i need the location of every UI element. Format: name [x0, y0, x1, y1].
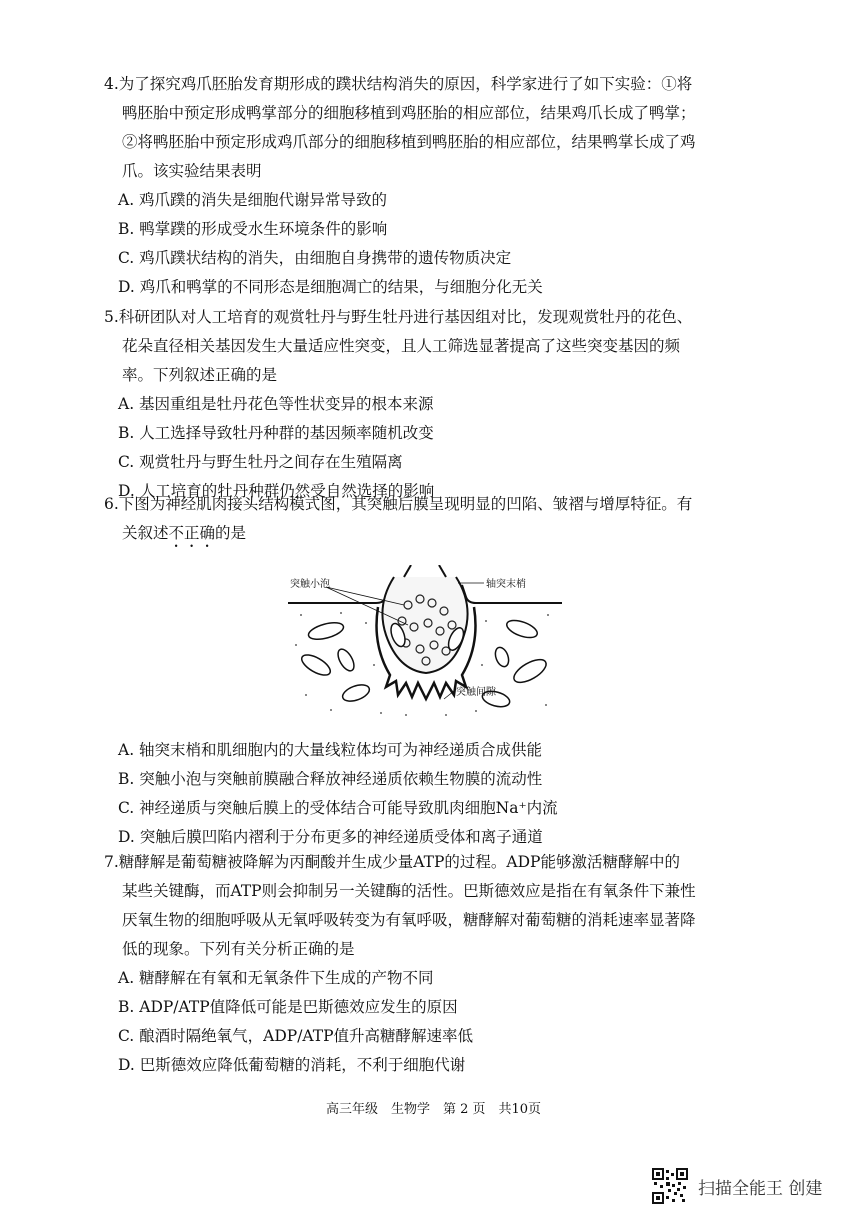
- question-7-stem: [104, 848, 740, 964]
- option-d: D. 巴斯德效应降低葡萄糖的消耗，不利于细胞代谢: [118, 1056, 466, 1074]
- question-4-stem: [104, 70, 740, 186]
- stem-line: 鸭胚胎中预定形成鸭掌部分的细胞移植到鸡胚胎的相应部位，结果鸡爪长成了鸭掌；: [122, 104, 696, 122]
- option-b: B. 人工选择导致牡丹种群的基因频率随机改变: [118, 424, 434, 442]
- option-c: C. 鸡爪蹼状结构的消失，由细胞自身携带的遗传物质决定: [118, 249, 512, 267]
- scanner-watermark: [652, 1168, 822, 1204]
- label-synaptic-cleft: 突触间隙: [456, 687, 496, 698]
- question-5: [104, 303, 740, 506]
- stem-line: 4.为了探究鸡爪胚胎发育期形成的蹼状结构消失的原因，科学家进行了如下实验：①将: [104, 75, 693, 93]
- stem-line: 花朵直径相关基因发生大量适应性突变，且人工筛选显著提高了这些突变基因的频: [122, 337, 681, 355]
- label-axon-terminal: 轴突末梢: [486, 579, 526, 590]
- option-c: C. 观赏牡丹与野生牡丹之间存在生殖隔离: [118, 453, 403, 471]
- qr-code-icon: [652, 1168, 688, 1204]
- option-b: B. ADP/ATP值降低可能是巴斯德效应发生的原因: [118, 998, 458, 1016]
- option-d: D. 人工培育的牡丹种群仍然受自然选择的影响: [118, 482, 435, 500]
- question-7: [104, 848, 740, 1080]
- stem-text: 关叙述: [122, 524, 169, 542]
- question-4: [104, 70, 740, 302]
- question-6: [104, 490, 740, 551]
- stem-text: 的是: [215, 524, 247, 542]
- question-6-options: [104, 736, 740, 852]
- option-d: D. 鸡爪和鸭掌的不同形态是细胞凋亡的结果，与细胞分化无关: [118, 278, 543, 296]
- stem-line: 6.下图为神经肌肉接头结构模式图，其突触后膜呈现明显的凹陷、皱褶与增厚特征。有: [104, 495, 693, 513]
- option-a: A. 轴突末梢和肌细胞内的大量线粒体均可为神经递质合成供能: [118, 741, 543, 759]
- stem-line: [122, 519, 740, 551]
- stem-line: ②将鸭胚胎中预定形成鸡爪部分的细胞移植到鸭胚胎的相应部位，结果鸭掌长成了鸡: [122, 133, 696, 151]
- question-6-stem: [104, 490, 740, 551]
- neuromuscular-junction-figure: [286, 565, 564, 730]
- page-footer: 高三年级 生物学 第 2 页 共10页: [325, 1102, 542, 1117]
- option-a: A. 基因重组是牡丹花色等性状变异的根本来源: [118, 395, 434, 413]
- stem-line: 某些关键酶，而ATP则会抑制另一关键酶的活性。巴斯德效应是指在有氧条件下兼性: [122, 882, 696, 900]
- option-a: A. 鸡爪蹼的消失是细胞代谢异常导致的: [118, 191, 388, 209]
- option-d: D. 突触后膜凹陷内褶利于分布更多的神经递质受体和离子通道: [118, 828, 543, 846]
- option-b: B. 突触小泡与突触前膜融合释放神经递质依赖生物膜的流动性: [118, 770, 543, 788]
- option-c: C. 神经递质与突触后膜上的受体结合可能导致肌肉细胞Na⁺内流: [118, 799, 558, 817]
- stem-line: 厌氧生物的细胞呼吸从无氧呼吸转变为有氧呼吸，糖酵解对葡萄糖的消耗速率显著降: [122, 911, 696, 929]
- stem-line: 低的现象。下列有关分析正确的是: [122, 940, 355, 958]
- label-vesicle: 突触小泡: [290, 579, 330, 590]
- option-a: A. 糖酵解在有氧和无氧条件下生成的产物不同: [118, 969, 434, 987]
- watermark-text: 扫描全能王 创建: [698, 1178, 823, 1199]
- stem-line: 5.科研团队对人工培育的观赏牡丹与野生牡丹进行基因组对比，发现观赏牡丹的花色、: [104, 308, 693, 326]
- option-c: C. 酿酒时隔绝氧气，ADP/ATP值升高糖酵解速率低: [118, 1027, 474, 1045]
- stem-line: 7.糖酵解是葡萄糖被降解为丙酮酸并生成少量ATP的过程。ADP能够激活糖酵解中的: [104, 853, 680, 871]
- emphasis-text: 不正确: [168, 524, 216, 542]
- question-5-stem: [104, 303, 740, 390]
- option-b: B. 鸭掌蹼的形成受水生环境条件的影响: [118, 220, 388, 238]
- stem-line: 率。下列叙述正确的是: [122, 366, 278, 384]
- stem-line: 爪。该实验结果表明: [122, 162, 262, 180]
